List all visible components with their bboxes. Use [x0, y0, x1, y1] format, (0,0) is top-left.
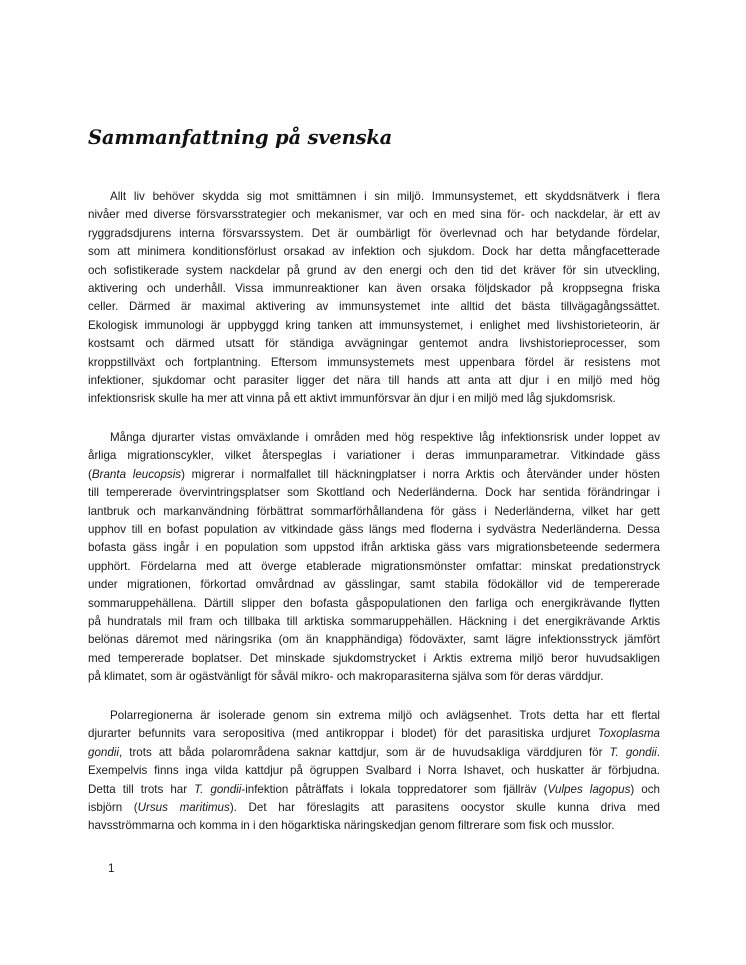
text-line — [88, 243, 660, 261]
italic-term: Ursus maritimus — [137, 801, 230, 815]
text-segment: celler. Därmed är maximal aktivering av immunsystemet inte alltid det bästa tillvägagångssättet. — [88, 300, 660, 314]
text-line — [88, 390, 660, 408]
text-segment: årliga migrationscykler, vilket återspeglas i variationer i deras immunparametrar. Vitkindade gäss — [88, 449, 660, 463]
paragraph-1 — [88, 188, 660, 409]
page-number: 1 — [108, 862, 115, 875]
text-line — [88, 817, 660, 835]
text-segment: Många djurarter vistas omväxlande i områden med hög respektive låg infektionsrisk under loppet av — [110, 431, 660, 444]
text-line — [88, 317, 660, 335]
text-line — [88, 335, 660, 353]
italic-term: T. gondii — [609, 745, 657, 759]
text-line — [88, 613, 660, 631]
text-line — [88, 354, 660, 372]
italic-term: gondii — [88, 745, 119, 759]
text-segment: ). Det har föreslagits att parasitens oocystor skulle kunna driva med — [229, 801, 660, 815]
text-line — [88, 447, 660, 465]
text-segment: som att minimera konditionsförlust orsakad av infektion och sjukdom. Dock har detta mångfacetterade — [88, 245, 660, 259]
text-segment: isbjörn ( — [88, 801, 138, 815]
text-line — [88, 781, 660, 799]
text-segment: upphov till en bofast population av vitkindade gäss längs med floderna i sydvästra Nederländerna. Dessa — [88, 523, 660, 537]
text-segment: Ekologisk immunologi är uppbyggd kring tanken att immunsystemet, i enlighet med livshistorieteorin, är — [88, 318, 660, 332]
text-segment: Detta till trots har — [88, 782, 195, 796]
text-line — [88, 429, 660, 447]
text-line — [88, 521, 660, 539]
italic-term: Branta leucopsis — [91, 467, 182, 481]
text-line — [88, 225, 660, 243]
text-line — [88, 262, 660, 280]
text-segment: infektioner, sjukdomar ocht parasiter ligger det nära till hands att anta att djur i en miljö med hög — [88, 374, 660, 388]
text-line — [88, 372, 660, 390]
text-segment: och sofistikerade system nackdelar på grund av den energi och den tid det kräver för sin utveckling, — [88, 263, 660, 277]
text-segment: infektionsrisk skulle ha mer att vinna på ett aktivt immunförsvar än djur i en miljö med låg sjukdomsrisk. — [88, 392, 616, 406]
text-line — [88, 707, 660, 725]
text-segment: ryggradsdjurens interna försvarssystem. Det är oumbärligt för överlevnad och har betydande fördelar, — [88, 226, 660, 240]
text-line — [88, 280, 660, 298]
text-line — [88, 298, 660, 316]
text-line — [88, 799, 660, 817]
text-segment: havsströmmarna och komma in i den högarktiska näringskedjan genom filtrerare som fisk och musslor. — [88, 819, 615, 833]
text-segment: ) migrerar i normalfallet till häckningplatser i norra Arktis och återvänder under hösten — [181, 467, 660, 481]
text-segment: ) och — [630, 782, 660, 796]
page-title: Sammanfattning på svenska — [88, 126, 393, 149]
text-line — [88, 725, 660, 743]
text-line — [88, 558, 660, 576]
text-line — [88, 576, 660, 594]
text-segment: Polarregionerna är isolerade genom sin extrema miljö och avlägsenhet. Trots detta har ett flertal — [110, 709, 660, 722]
text-line — [88, 668, 660, 686]
text-line — [88, 539, 660, 557]
text-segment: . — [656, 745, 660, 759]
text-segment: upphört. Fördelarna med att överge etablerade migrationsmönster omfattar: minskat predationstryck — [88, 559, 660, 573]
italic-term: Toxoplasma — [597, 727, 660, 741]
paragraph-3 — [88, 707, 660, 836]
text-segment: sommaruppehällena. Därtill slipper den bofasta gåspopulationen den farliga och energikrävande flytten — [88, 596, 660, 610]
text-line — [88, 762, 660, 780]
text-segment: nivåer med diverse försvarsstrategier och mekanismer, var och en med sina för- och nackdelar, är ett av — [88, 208, 660, 222]
text-line — [88, 484, 660, 502]
text-line — [88, 631, 660, 649]
paragraph-2 — [88, 429, 660, 687]
text-segment: Exempelvis finns inga vilda kattdjur på ögruppen Svalbard i Norra Ishavet, och huskatter är förbjudna. — [88, 764, 660, 778]
text-segment: under migrationen, förkortad omvårdnad av gässlingar, samt stabila födokällor vid de tempererade — [88, 578, 660, 592]
text-segment: lantbruk och markanvändning förbättrat sommarförhållandena för gäss i Nederländerna, vilket har gett — [88, 504, 660, 518]
text-line — [88, 503, 660, 521]
text-line — [88, 595, 660, 613]
text-line — [88, 466, 660, 484]
text-segment: ( — [88, 467, 92, 481]
text-segment: Allt liv behöver skydda sig mot smittämnen i sin miljö. Immunsystemet, ett skyddsnätverk i flera — [110, 190, 660, 203]
text-line — [88, 188, 660, 206]
text-segment: med tempererade boplatser. Det minskade sjukdomstrycket i Arktis extrema miljö beror huvudsakligen — [88, 651, 660, 665]
text-segment: bofasta gäss ingår i en population som uppstod ifrån arktiska gäss vars migrationsbeteende sedermera — [88, 541, 660, 555]
text-line — [88, 744, 660, 762]
text-segment: aktivering och underhåll. Vissa immunreaktioner kan även orsaka följdskador på kroppsegna friska — [88, 282, 660, 296]
text-segment: kroppstillväxt och fortplantning. Eftersom immunsystemets mest uppenbara fördel är resistens mot — [88, 355, 660, 369]
italic-term: T. gondii — [194, 782, 242, 796]
italic-term: Vulpes lagopus — [547, 782, 631, 796]
text-line — [88, 650, 660, 668]
text-segment: på hundratals mil fram och tillbaka till arktiska sommaruppehällen. Häckning i det energikrävande Arktis — [88, 615, 660, 629]
text-segment: på klimatet, som är ogästvänligt för såväl mikro- och makroparasiterna själva som för deras värddjur. — [88, 670, 604, 684]
text-segment: , trots att båda polarområdena saknar kattdjur, som är de huvudsakliga värddjuren för — [118, 745, 610, 759]
text-segment: till tempererade övervintringsplatser som Skottland och Nederländerna. Dock har sentida förändringar i — [88, 486, 660, 500]
text-line — [88, 206, 660, 224]
text-segment: belönas däremot med näringsrika (om än knapphändiga) födoväxter, samt lägre infektionsstryck jämfört — [88, 633, 660, 647]
text-segment: djurarter befunnits vara seropositiva (med antikroppar i blodet) för det parasitiska urdjuret — [88, 727, 598, 741]
text-segment: -infektion påträffats i lokala toppredatorer som fjällräv ( — [241, 782, 548, 796]
text-segment: kostsamt och därmed utsatt för ständiga avvägningar gentemot andra livshistorieprocesser, som — [88, 337, 660, 351]
